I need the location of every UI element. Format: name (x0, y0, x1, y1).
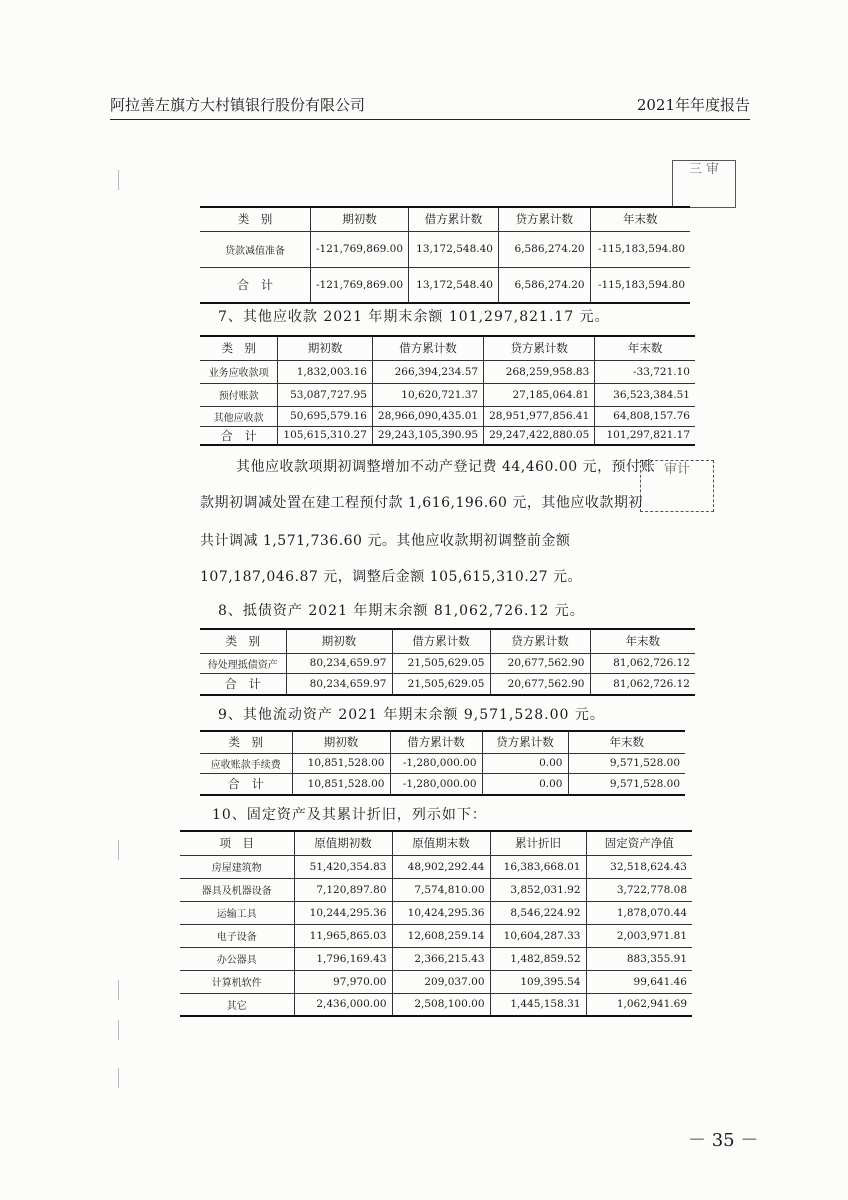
table-row (200, 653, 695, 673)
cell: 房屋建筑物 (180, 855, 294, 878)
cell: 109,395.54 (490, 970, 586, 993)
cell: 其它 (180, 993, 294, 1016)
cell: 计算机软件 (180, 970, 294, 993)
cell: 16,383,668.01 (490, 855, 586, 878)
cell: 883,355.91 (586, 947, 692, 970)
cell: 贷款减值准备 (200, 231, 311, 267)
paragraph-line: 107,187,046.87 元，调整后金额 105,615,310.27 元。 (200, 569, 583, 585)
margin-mark (118, 1020, 119, 1040)
cell: 0.00 (482, 773, 568, 795)
header-cell: 类 别 (200, 207, 311, 231)
header-cell: 期初数 (278, 336, 373, 360)
cell: 2,436,000.00 (294, 993, 392, 1016)
table-row (180, 901, 692, 924)
cell: 2,366,215.43 (392, 947, 490, 970)
cell: 20,677,562.90 (490, 673, 590, 695)
cell: 28,951,977,856.41 (484, 406, 595, 426)
cell: 2,508,100.00 (392, 993, 490, 1016)
header-cell: 贷方累计数 (482, 731, 568, 753)
header-cell: 累计折旧 (490, 831, 586, 855)
section-7-title: 7、其他应收款 2021 年期末余额 101,297,821.17 元。 (218, 309, 610, 325)
header-cell: 借方累计数 (372, 336, 483, 360)
table-row (200, 426, 695, 445)
table-row (180, 878, 692, 901)
table-row (180, 970, 692, 993)
header-cell: 原值期末数 (392, 831, 490, 855)
table-row (200, 360, 695, 383)
paragraph-line: 其他应收款项期初调整增加不动产登记费 44,460.00 元，预付账 (236, 459, 656, 475)
cell: 97,970.00 (294, 970, 392, 993)
header-cell: 借方累计数 (390, 731, 482, 753)
header-cell: 年末数 (595, 336, 695, 360)
table-row (200, 383, 695, 406)
cell: 合 计 (200, 773, 292, 795)
cell: -115,183,594.80 (590, 267, 690, 303)
cell: 7,120,897.80 (294, 878, 392, 901)
table-row (200, 231, 690, 267)
cell: 1,796,169.43 (294, 947, 392, 970)
cell: 81,062,726.12 (590, 653, 695, 673)
table-loan-impairment (200, 206, 690, 304)
table-other-current-assets (200, 730, 685, 796)
header-cell: 贷方累计数 (498, 207, 590, 231)
section-10-title: 10、固定资产及其累计折旧，列示如下： (212, 807, 487, 823)
header-cell: 贷方累计数 (490, 629, 590, 653)
section-8-title: 8、抵债资产 2021 年期末余额 81,062,726.12 元。 (218, 603, 585, 619)
table-row (180, 855, 692, 878)
header-cell: 年末数 (590, 207, 690, 231)
cell: 105,615,310.27 (278, 426, 373, 445)
cell: 10,424,295.36 (392, 901, 490, 924)
table-row (200, 267, 690, 303)
margin-mark (118, 1068, 119, 1088)
cell: 10,620,721.37 (372, 383, 483, 406)
cell: -121,769,869.00 (311, 231, 409, 267)
table-row (200, 406, 695, 426)
seal-stamp-middle: 审计 (640, 460, 714, 512)
cell: 10,604,287.33 (490, 924, 586, 947)
cell: 器具及机器设备 (180, 878, 294, 901)
cell: 29,243,105,390.95 (372, 426, 483, 445)
cell: 101,297,821.17 (595, 426, 695, 445)
cell: -33,721.10 (595, 360, 695, 383)
cell: 209,037.00 (392, 970, 490, 993)
cell: 3,852,031.92 (490, 878, 586, 901)
table-row (200, 673, 695, 695)
table-fixed-assets (180, 830, 692, 1017)
cell: 266,394,234.57 (372, 360, 483, 383)
margin-mark (118, 840, 119, 860)
company-name: 阿拉善左旗方大村镇银行股份有限公司 (110, 96, 366, 114)
section-9-title: 9、其他流动资产 2021 年期末余额 9,571,528.00 元。 (218, 707, 605, 723)
table-row (180, 993, 692, 1016)
cell: 29,247,422,880.05 (484, 426, 595, 445)
cell: 8,546,224.92 (490, 901, 586, 924)
cell: 1,832,003.16 (278, 360, 373, 383)
cell: 0.00 (482, 753, 568, 773)
cell: -1,280,000.00 (390, 773, 482, 795)
cell: 1,445,158.31 (490, 993, 586, 1016)
header-cell: 贷方累计数 (484, 336, 595, 360)
table-row (200, 753, 685, 773)
cell: 21,505,629.05 (392, 673, 490, 695)
cell: 10,851,528.00 (292, 753, 390, 773)
cell: 1,062,941.69 (586, 993, 692, 1016)
cell: 21,505,629.05 (392, 653, 490, 673)
cell: 1,878,070.44 (586, 901, 692, 924)
page-number: － 35 － (688, 1130, 759, 1151)
cell: 53,087,727.95 (278, 383, 373, 406)
cell: 2,003,971.81 (586, 924, 692, 947)
cell: -115,183,594.80 (590, 231, 690, 267)
cell: 应收账款手续费 (200, 753, 292, 773)
table-foreclosed-assets (200, 628, 695, 696)
cell: 业务应收款项 (200, 360, 278, 383)
cell: 11,965,865.03 (294, 924, 392, 947)
cell: 10,244,295.36 (294, 901, 392, 924)
header-cell: 期初数 (286, 629, 392, 653)
cell: 64,808,157.76 (595, 406, 695, 426)
paragraph-line: 款期初调减处置在建工程预付款 1,616,196.60 元，其他应收款期初 (200, 495, 643, 511)
cell: 13,172,548.40 (409, 231, 499, 267)
cell: 81,062,726.12 (590, 673, 695, 695)
header-cell: 类 别 (200, 629, 286, 653)
cell: 办公器具 (180, 947, 294, 970)
cell: 36,523,384.51 (595, 383, 695, 406)
header-cell: 期初数 (311, 207, 409, 231)
header-cell: 期初数 (292, 731, 390, 753)
cell: 其他应收款 (200, 406, 278, 426)
cell: 10,851,528.00 (292, 773, 390, 795)
report-title: 2021年年度报告 (636, 96, 750, 114)
cell: 1,482,859.52 (490, 947, 586, 970)
header-cell: 年末数 (590, 629, 695, 653)
cell: 电子设备 (180, 924, 294, 947)
margin-mark (118, 170, 119, 190)
cell: 9,571,528.00 (568, 753, 685, 773)
cell: 20,677,562.90 (490, 653, 590, 673)
header-cell: 项 目 (180, 831, 294, 855)
cell: 99,641.46 (586, 970, 692, 993)
cell: 80,234,659.97 (286, 673, 392, 695)
page-header (110, 92, 750, 120)
cell: 预付账款 (200, 383, 278, 406)
header-cell: 类 别 (200, 731, 292, 753)
cell: 运输工具 (180, 901, 294, 924)
cell: 50,695,579.16 (278, 406, 373, 426)
table-other-receivables (200, 335, 695, 446)
cell: 13,172,548.40 (409, 267, 499, 303)
cell: 3,722,778.08 (586, 878, 692, 901)
header-cell: 年末数 (568, 731, 685, 753)
header-cell: 原值期初数 (294, 831, 392, 855)
cell: 12,608,259.14 (392, 924, 490, 947)
cell: 合 计 (200, 267, 311, 303)
header-cell: 借方累计数 (409, 207, 499, 231)
cell: 合 计 (200, 673, 286, 695)
cell: 48,902,292.44 (392, 855, 490, 878)
cell: 9,571,528.00 (568, 773, 685, 795)
cell: 28,966,090,435.01 (372, 406, 483, 426)
cell: 268,259,958.83 (484, 360, 595, 383)
cell: 27,185,064.81 (484, 383, 595, 406)
header-cell: 固定资产净值 (586, 831, 692, 855)
cell: 32,518,624.43 (586, 855, 692, 878)
table-row (200, 773, 685, 795)
cell: 6,586,274.20 (498, 231, 590, 267)
cell: 51,420,354.83 (294, 855, 392, 878)
cell: -1,280,000.00 (390, 753, 482, 773)
paragraph-line: 共计调减 1,571,736.60 元。其他应收款期初调整前金额 (200, 533, 571, 549)
header-cell: 借方累计数 (392, 629, 490, 653)
cell: 合 计 (200, 426, 278, 445)
table-row (180, 924, 692, 947)
header-cell: 类 别 (200, 336, 278, 360)
margin-mark (118, 980, 119, 1000)
seal-stamp-top: 三 审 (672, 160, 736, 208)
cell: 7,574,810.00 (392, 878, 490, 901)
cell: -121,769,869.00 (311, 267, 409, 303)
table-row (180, 947, 692, 970)
cell: 6,586,274.20 (498, 267, 590, 303)
cell: 待处理抵债资产 (200, 653, 286, 673)
cell: 80,234,659.97 (286, 653, 392, 673)
